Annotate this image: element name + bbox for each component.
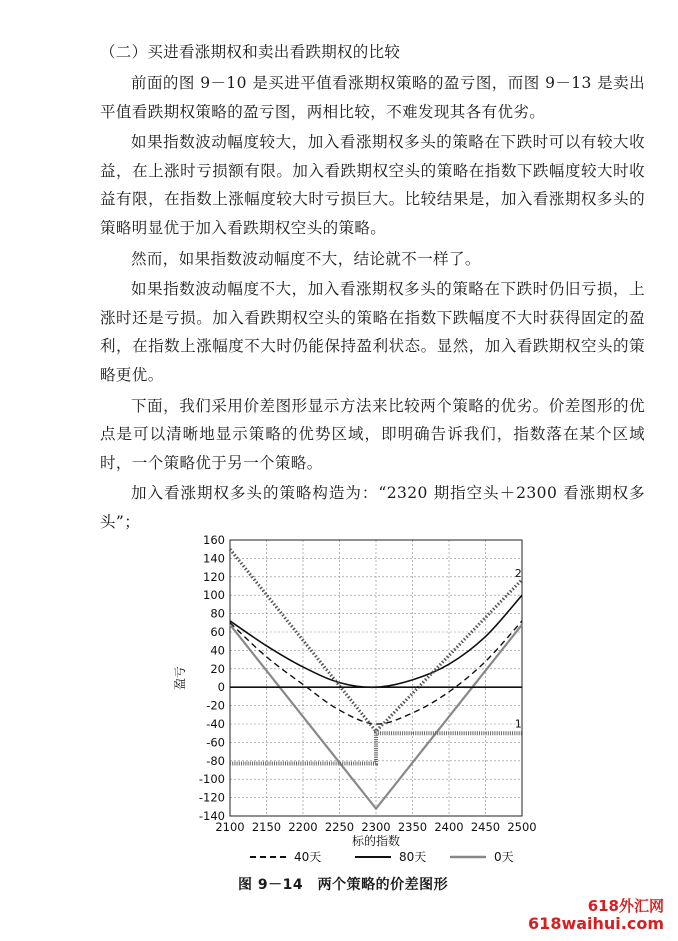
legend-label: 80天 [399,850,427,864]
y-tick-label: 60 [210,625,225,639]
y-tick-label: -20 [206,698,225,713]
series-line-aux-4 [230,733,522,763]
x-tick-label: 2300 [361,820,391,834]
watermark-line1: 618外汇网 [587,897,664,915]
y-tick-label: 20 [210,661,225,676]
y-tick-label: -120 [198,790,225,805]
y-tick-label: 0 [217,680,225,695]
x-axis-label: 标的指数 [351,834,401,848]
section-heading: （二）买进看涨期权和卖出看跌期权的比较 [100,43,401,61]
y-tick-label: 160 [203,533,225,547]
y-tick-label: 140 [203,551,225,566]
x-tick-label: 2150 [251,820,282,834]
y-tick-label: 100 [203,588,225,603]
y-axis-label: 盈亏 [173,665,187,691]
paragraph-6: 加入看涨期权多头的策略构造为：“2320 期指空头＋2300 看涨期权多头”； [100,484,645,531]
y-tick-label: -40 [206,717,225,731]
x-tick-label: 2400 [434,820,464,834]
curve-label-1: 1 [514,717,522,731]
y-tick-label: -100 [198,772,225,787]
y-tick-label: 120 [203,569,225,584]
x-tick-label: 2250 [324,820,355,834]
figure-9-14 [160,520,540,890]
paragraph-2: 如果指数波动幅度较大，加入看涨期权多头的策略在下跌时可以有较大收益，在上涨时亏损额有限。加入看跌期权空头的策略在指数下跌幅度较大时收益有限，在指数上涨幅度较大时亏损巨大。比较结果是，加入看涨期权多头的策略明显优于加入看跌期权空头的策略。 [100,133,645,237]
x-tick-label: 2100 [215,820,245,834]
paragraph-3: 然而，如果指数波动幅度不大，结论就不一样了。 [131,249,481,268]
curve-label-2: 2 [514,566,522,580]
paragraph-5: 下面，我们采用价差图形显示方法来比较两个策略的优劣。价差图形的优点是可以清晰地显示策略的优势区域，即明确告诉我们，指数落在某个区域时，一个策略优于另一个策略。 [100,396,645,472]
y-tick-label: -60 [206,735,225,750]
figure-caption: 图 9－14 两个策略的价差图形 [238,877,449,893]
y-tick-label: 80 [210,606,225,621]
y-tick-label: -140 [198,809,225,823]
x-tick-label: 2500 [507,820,537,834]
y-tick-label: -80 [206,753,225,768]
x-tick-label: 2350 [397,820,428,834]
legend-label: 40天 [294,850,322,864]
x-tick-label: 2200 [288,820,318,834]
paragraph-1: 前面的图 9－10 是买进平值看涨期权策略的盈亏图，而图 9－13 是卖出平值看跌期权策略的盈亏图，两相比较，不难发现其各有优劣。 [100,74,645,121]
watermark [528,897,664,933]
x-tick-label: 2450 [470,820,501,834]
article-body [100,38,645,539]
watermark-line2: 618waihui.com [528,914,664,933]
paragraph-4: 如果指数波动幅度不大，加入看涨期权多头的策略在下跌时仍旧亏损，上涨时还是亏损。加入看跌期权空头的策略在指数下跌幅度不大时获得固定的盈利，在指数上涨幅度不大时仍能保持盈利状态。显然，加入看跌期权空头的策略更优。 [100,280,645,384]
spread-chart [160,520,540,865]
y-tick-label: 40 [210,643,225,658]
legend-label: 0天 [494,850,514,864]
